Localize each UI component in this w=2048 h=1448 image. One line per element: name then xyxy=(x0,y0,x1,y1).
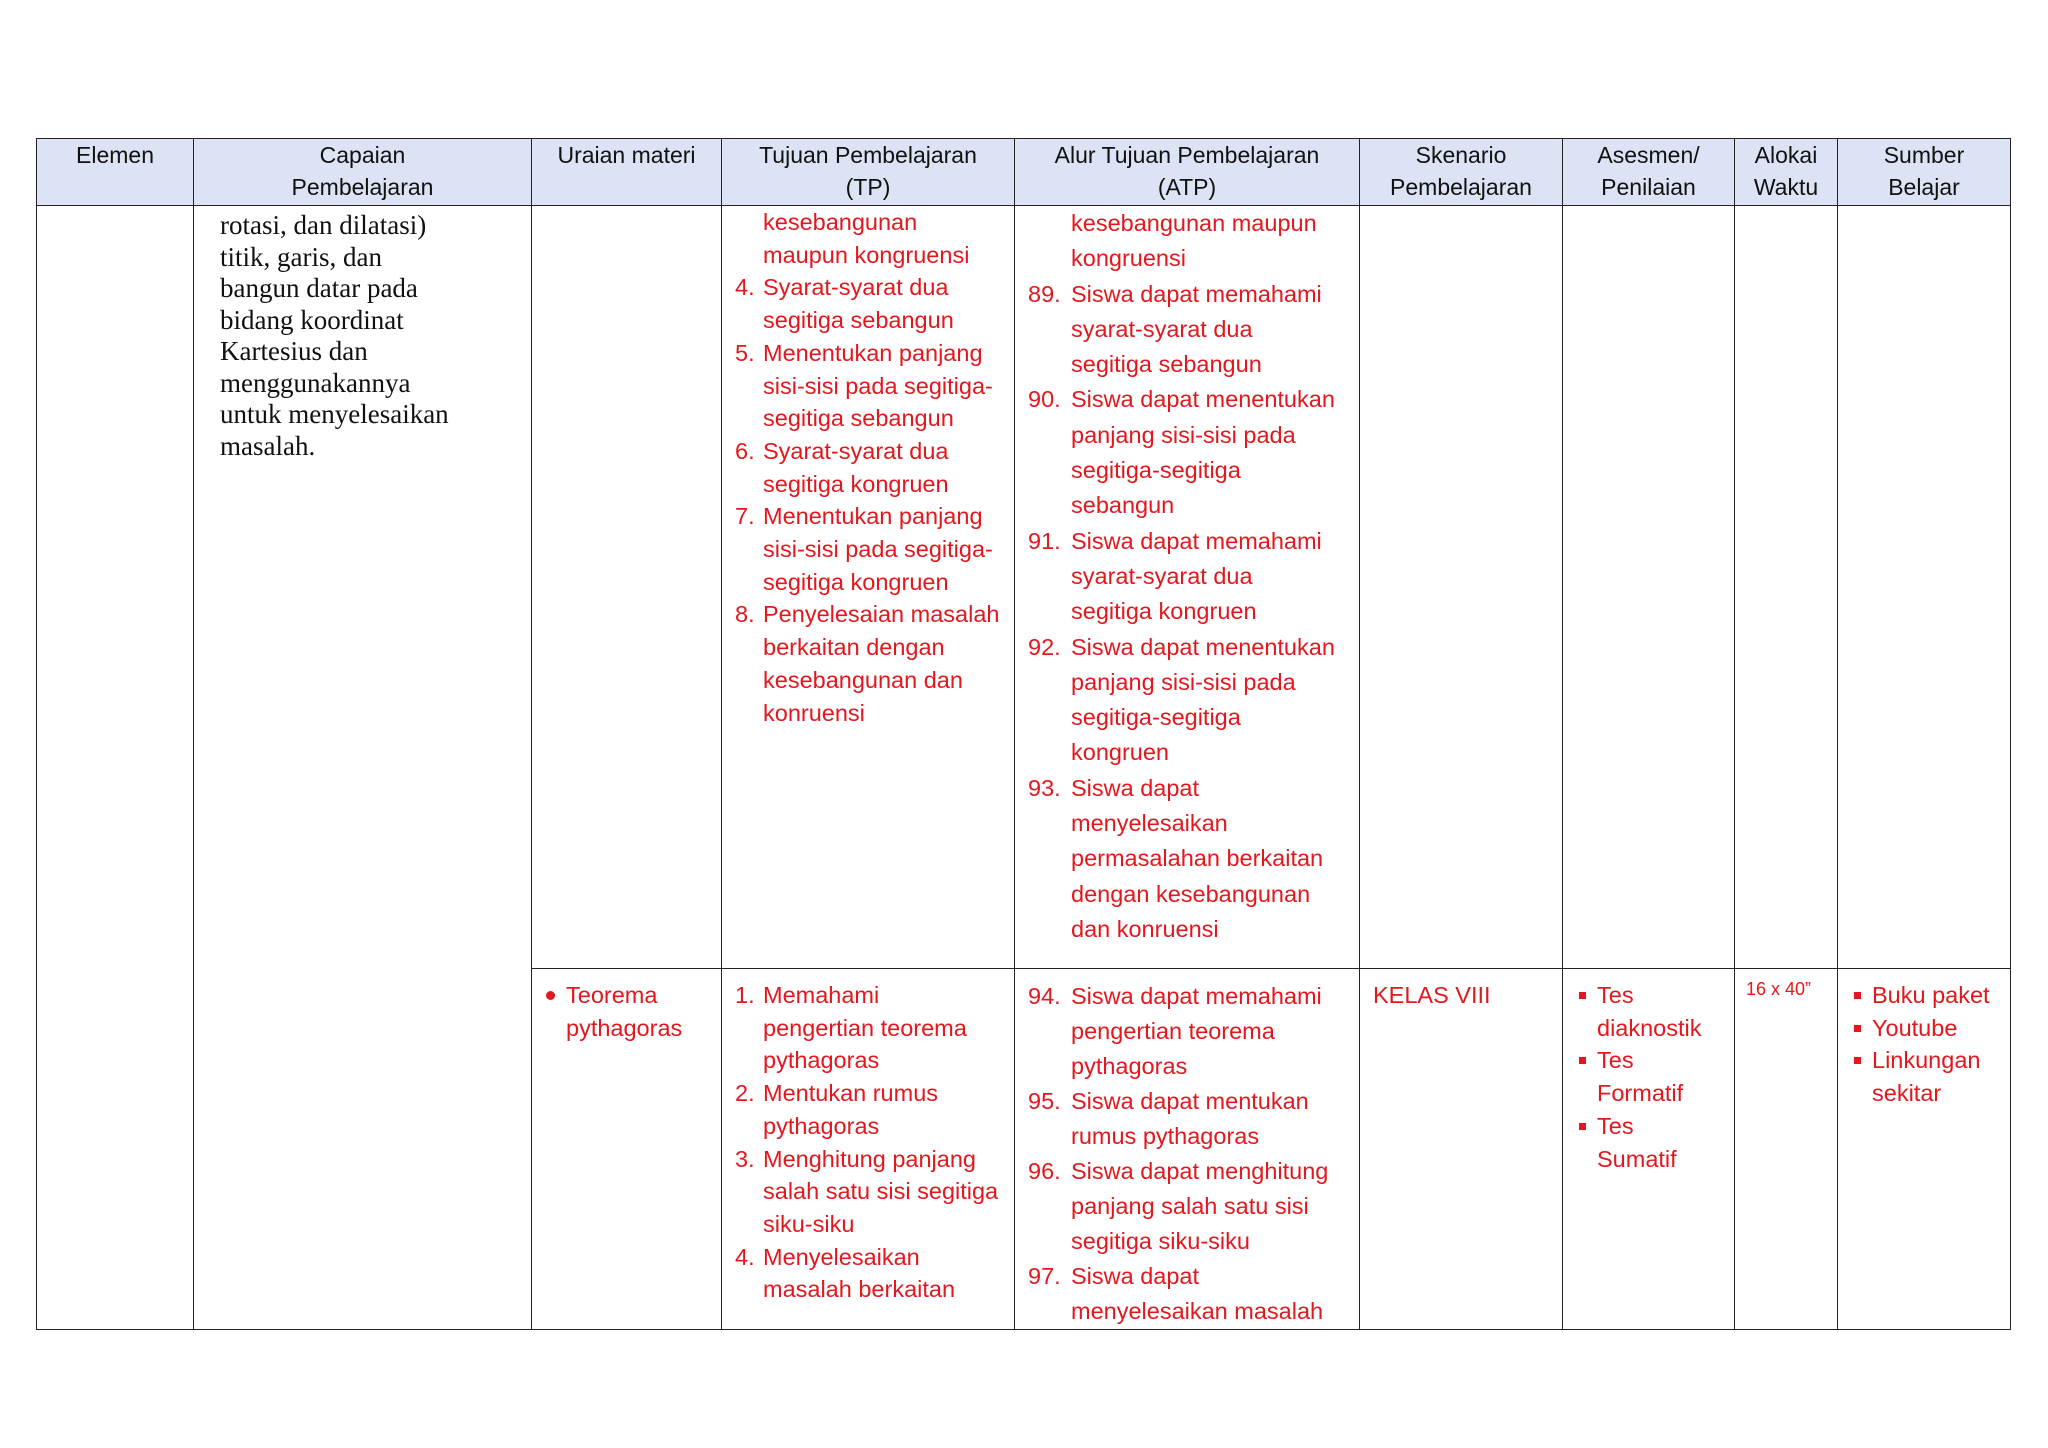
asesmen-cell xyxy=(1563,206,1735,969)
capaian-line: Kartesius dan xyxy=(220,336,368,366)
item-text: Syarat-syarat dua xyxy=(763,274,949,301)
item-text: Siswa dapat menentukan xyxy=(1071,633,1335,660)
uraian-item: Teorema pythagoras xyxy=(532,979,721,1044)
capaian-line: titik, garis, dan xyxy=(220,241,382,272)
item-text: Tes xyxy=(1597,1112,1634,1139)
tp-cell xyxy=(722,206,1015,969)
item-text: dengan kesebangunan xyxy=(1071,880,1311,907)
list-item xyxy=(1015,1084,1359,1154)
item-number: 7. xyxy=(735,503,755,530)
skenario-text: KELAS VIII xyxy=(1373,982,1491,1008)
list-item xyxy=(1563,979,1734,1044)
list-item xyxy=(722,1077,1014,1142)
item-number: 95. xyxy=(1028,1088,1061,1114)
item-text: segitiga sebangun xyxy=(763,405,954,432)
item-text: Siswa dapat xyxy=(1071,1263,1200,1289)
item-text: sebangun xyxy=(1071,492,1175,519)
item-text: pengertian teorema xyxy=(1071,1018,1275,1044)
list-item xyxy=(1015,277,1359,383)
item-text: Siswa dapat mentukan xyxy=(1071,1088,1309,1114)
item-text: Tes xyxy=(1597,982,1634,1008)
atp-list xyxy=(1015,277,1359,948)
header-skenario: Skenario Pembelajaran xyxy=(1360,139,1563,206)
item-number: 97. xyxy=(1028,1263,1061,1289)
alokasi-cell xyxy=(1735,969,1838,1330)
list-item xyxy=(722,500,1014,598)
header-uraian: Uraian materi xyxy=(532,139,722,206)
item-text: pythagoras xyxy=(763,1112,880,1139)
list-item xyxy=(722,1143,1014,1241)
item-text: kongruen xyxy=(1071,739,1169,766)
item-text: diaknostik xyxy=(1597,1014,1702,1041)
header-capaian: Capaian Pembelajaran xyxy=(194,139,532,206)
list-item xyxy=(1015,1154,1359,1259)
item-number: 92. xyxy=(1028,633,1061,660)
item-text: salah satu sisi segitiga xyxy=(763,1178,999,1205)
item-text: Siswa dapat memahami xyxy=(1071,527,1322,554)
item-text: Buku paket xyxy=(1872,982,1990,1008)
item-text: segitiga siku-siku xyxy=(1071,1228,1250,1254)
item-text: segitiga sebangun xyxy=(763,307,954,334)
list-item xyxy=(1015,524,1359,630)
header-elemen: Elemen xyxy=(37,139,194,206)
item-text: Siswa dapat memahami xyxy=(1071,983,1322,1009)
item-number: 93. xyxy=(1028,774,1061,801)
skenario-cell xyxy=(1360,206,1563,969)
list-item xyxy=(1015,1259,1359,1329)
item-text: Menghitung panjang xyxy=(763,1145,976,1172)
item-text: pythagoras xyxy=(763,1047,880,1074)
atp-continuation xyxy=(1015,206,1359,277)
item-text: pythagoras xyxy=(1071,1053,1188,1079)
table-row xyxy=(37,206,2011,969)
item-text: segitiga sebangun xyxy=(1071,351,1262,378)
header-tp: Tujuan Pembelajaran (TP) xyxy=(722,139,1015,206)
item-number: 4. xyxy=(735,1243,755,1270)
item-number: 96. xyxy=(1028,1158,1061,1184)
header-row xyxy=(37,139,2011,206)
item-text: segitiga-segitiga xyxy=(1071,457,1241,484)
item-text: Formatif xyxy=(1597,1080,1684,1107)
capaian-line: bangun datar pada xyxy=(220,273,418,303)
atp-cell xyxy=(1015,969,1360,1330)
item-text: Menentukan panjang xyxy=(763,503,983,530)
list-item xyxy=(1563,1110,1734,1175)
item-number: 8. xyxy=(735,601,755,628)
continuation-text: kesebangunan xyxy=(763,209,918,235)
list-item xyxy=(1015,382,1359,523)
capaian-line: masalah. xyxy=(220,430,316,461)
elemen-cell xyxy=(37,206,194,1330)
sumber-list xyxy=(1838,979,2010,1110)
item-text: menyelesaikan xyxy=(1071,810,1228,837)
item-text: syarat-syarat dua xyxy=(1071,562,1253,589)
square-bullet-icon xyxy=(1854,992,1861,999)
item-number: 90. xyxy=(1028,386,1061,413)
item-text: Siswa dapat menghitung xyxy=(1071,1158,1329,1184)
item-text: Menyelesaikan xyxy=(763,1243,920,1270)
header-sumber: Sumber Belajar xyxy=(1838,139,2011,206)
item-text: Penyelesaian masalah xyxy=(763,601,1000,628)
continuation-text: kongruensi xyxy=(1071,245,1186,272)
alokasi-cell xyxy=(1735,206,1838,969)
item-text: siku-siku xyxy=(763,1210,855,1237)
item-text: Linkungan xyxy=(1872,1047,1981,1074)
item-text: konruensi xyxy=(763,699,865,726)
list-item xyxy=(1015,979,1359,1084)
uraian-cell xyxy=(532,206,722,969)
item-text: segitiga kongruen xyxy=(763,568,949,595)
item-number: 5. xyxy=(735,339,755,366)
item-text: Menentukan panjang xyxy=(763,339,983,366)
item-text: sisi-sisi pada segitiga- xyxy=(763,372,993,399)
item-text: masalah berkaitan xyxy=(763,1276,956,1303)
capaian-line: rotasi, dan dilatasi) xyxy=(220,210,427,240)
item-text: segitiga-segitiga xyxy=(1071,704,1241,731)
item-number: 89. xyxy=(1028,280,1061,307)
square-bullet-icon xyxy=(1579,1057,1586,1064)
header-atp: Alur Tujuan Pembelajaran (ATP) xyxy=(1015,139,1360,206)
item-text: sisi-sisi pada segitiga- xyxy=(763,536,993,563)
item-text: panjang salah satu sisi xyxy=(1071,1193,1309,1219)
uraian-cell xyxy=(532,969,722,1330)
header-alokasi: Alokai Waktu xyxy=(1735,139,1838,206)
tp-list xyxy=(722,271,1014,729)
square-bullet-icon xyxy=(1854,1025,1861,1032)
tp-list xyxy=(722,979,1014,1306)
item-text: panjang sisi-sisi pada xyxy=(1071,668,1296,695)
capaian-line: bidang koordinat xyxy=(220,304,404,335)
continuation-text: maupun kongruensi xyxy=(763,241,970,268)
sumber-cell xyxy=(1838,206,2011,969)
tp-continuation xyxy=(722,206,1014,271)
item-text: segitiga kongruen xyxy=(763,470,949,497)
alokasi-text: 16 x 40” xyxy=(1746,979,1812,999)
list-item xyxy=(1838,1044,2010,1109)
item-text: dan konruensi xyxy=(1071,915,1219,942)
sumber-cell xyxy=(1838,969,2011,1330)
item-text: kesebangunan dan xyxy=(763,666,963,693)
list-item xyxy=(722,1241,1014,1306)
atp-cell xyxy=(1015,206,1360,969)
list-item xyxy=(1838,979,2010,1012)
skenario-cell xyxy=(1360,969,1563,1330)
asesmen-list xyxy=(1563,979,1734,1175)
item-text: Tes xyxy=(1597,1047,1634,1074)
list-item xyxy=(1563,1044,1734,1109)
list-item xyxy=(722,435,1014,500)
item-number: 1. xyxy=(735,982,755,1008)
capaian-cell xyxy=(194,206,532,1330)
bullet-dot-icon xyxy=(546,991,555,1000)
item-text: segitiga kongruen xyxy=(1071,598,1257,625)
item-number: 91. xyxy=(1028,527,1061,554)
item-number: 3. xyxy=(735,1145,755,1172)
curriculum-table xyxy=(36,138,2011,1330)
atp-list xyxy=(1015,979,1359,1329)
square-bullet-icon xyxy=(1579,1123,1586,1130)
list-item xyxy=(722,979,1014,1077)
item-text: Siswa dapat memahami xyxy=(1071,280,1322,307)
item-text: Sumatif xyxy=(1597,1145,1677,1172)
tp-cell xyxy=(722,969,1015,1330)
list-item xyxy=(1015,771,1359,947)
continuation-text: kesebangunan maupun xyxy=(1071,210,1317,236)
item-text: Syarat-syarat dua xyxy=(763,437,949,464)
item-text: Youtube xyxy=(1872,1014,1958,1041)
capaian-line: menggunakannya xyxy=(220,367,411,398)
square-bullet-icon xyxy=(1579,992,1586,999)
asesmen-cell xyxy=(1563,969,1735,1330)
item-text: Siswa dapat xyxy=(1071,774,1200,801)
item-text: sekitar xyxy=(1872,1080,1942,1107)
square-bullet-icon xyxy=(1854,1057,1861,1064)
list-item xyxy=(1015,630,1359,771)
item-text: pengertian teorema xyxy=(763,1014,967,1041)
item-text: syarat-syarat dua xyxy=(1071,315,1253,342)
item-text: menyelesaikan masalah xyxy=(1071,1298,1324,1324)
item-text: Mentukan rumus xyxy=(763,1080,939,1107)
item-text: Memahami xyxy=(763,982,880,1008)
list-item xyxy=(722,337,1014,435)
list-item xyxy=(722,271,1014,336)
list-item xyxy=(1838,1012,2010,1045)
item-text: rumus pythagoras xyxy=(1071,1123,1260,1149)
capaian-line: untuk menyelesaikan xyxy=(220,399,449,429)
item-number: 94. xyxy=(1028,983,1061,1009)
item-number: 4. xyxy=(735,274,755,301)
capaian-text xyxy=(194,206,531,462)
list-item xyxy=(722,598,1014,729)
item-number: 2. xyxy=(735,1080,755,1107)
item-text: panjang sisi-sisi pada xyxy=(1071,421,1296,448)
item-text: Siswa dapat menentukan xyxy=(1071,386,1335,413)
item-text: berkaitan dengan xyxy=(763,634,945,661)
header-asesmen: Asesmen/ Penilaian xyxy=(1563,139,1735,206)
item-number: 6. xyxy=(735,437,755,464)
item-text: permasalahan berkaitan xyxy=(1071,845,1324,872)
